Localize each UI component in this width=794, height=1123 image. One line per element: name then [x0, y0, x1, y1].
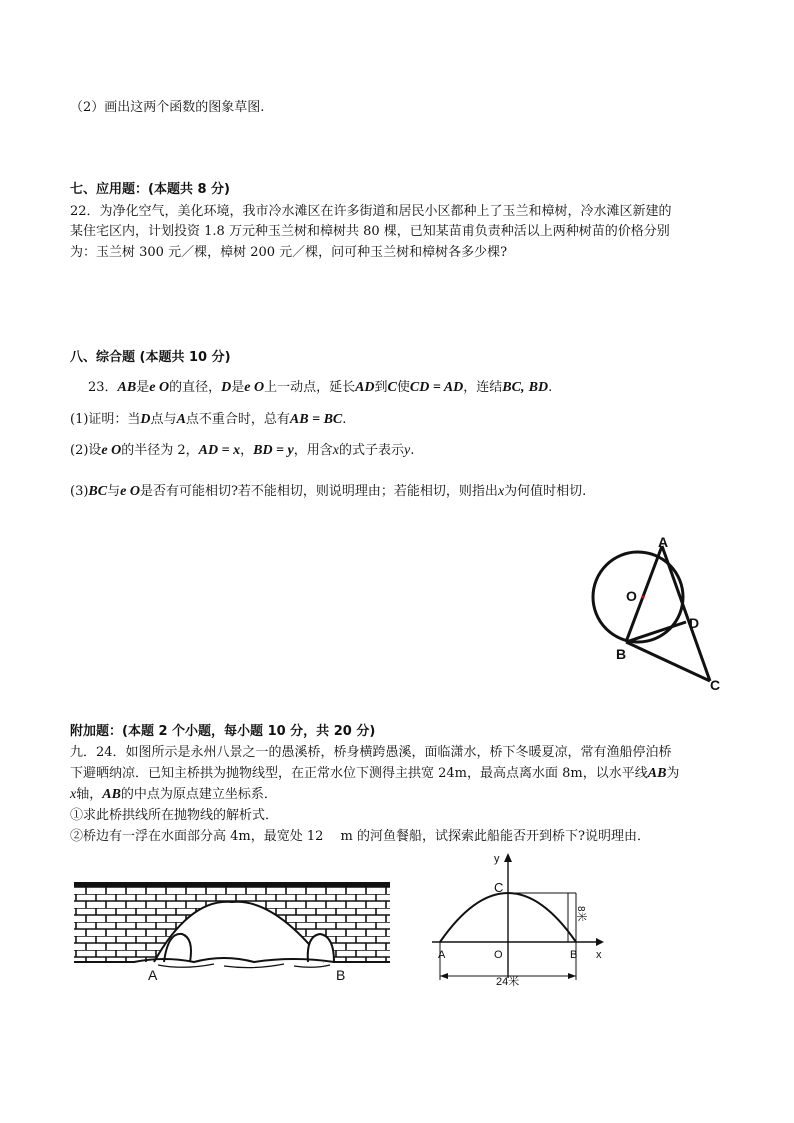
bridge-top-rail — [74, 882, 390, 887]
width-arrow-left — [440, 973, 448, 979]
q21-part2: （2）画出这两个函数的图象草图. — [70, 100, 265, 115]
label-c: C — [494, 880, 504, 895]
label-c: C — [710, 677, 721, 693]
label-y: y — [494, 853, 500, 865]
q23-part1: (1)证明：当D点与A点不重合时，总有AB = BC. — [70, 412, 347, 427]
q22-line3: 为：玉兰树 300 元／棵，樟树 200 元／棵，问可种玉兰树和樟树各多少棵? — [70, 245, 508, 260]
x-axis-arrow — [596, 938, 604, 946]
q22-line1: 22．为净化空气，美化环境，我市冷水滩区在许多街道和居民小区都种上了玉兰和樟树，冷水滩区新建的 — [70, 204, 672, 219]
center-dot — [641, 595, 644, 598]
q23-part2: (2)设e O的半径为 2，AD = x，BD = y，用含x的式子表示y. — [70, 443, 415, 458]
width-arrow-right — [568, 973, 576, 979]
parabola-figure — [428, 848, 618, 988]
label-height: 8米 — [575, 906, 586, 922]
label-b: B — [616, 646, 627, 662]
label-width: 24米 — [496, 976, 520, 988]
label-o: O — [494, 949, 503, 961]
water-ripples — [158, 964, 330, 968]
q24-part2: ②桥边有一浮在水面部分高 4m，最宽处 12 m 的河鱼餐船，试探索此船能否开到桥下?说明理由． — [70, 829, 650, 844]
bridge-label-a: A — [148, 967, 158, 982]
circle-figure — [586, 530, 726, 700]
extra-title: 附加题：(本题 2 个小题，每小题 10 分，共 20 分) — [70, 724, 376, 739]
q24-line2: 下避晒纳凉．已知主桥拱为抛物线型，在正常水位下测得主拱宽 24m，最高点离水面 8m，以水平线AB为 — [70, 766, 680, 781]
label-a: A — [658, 534, 669, 550]
q24-part1: ①求此桥拱线所在抛物线的解析式． — [70, 808, 279, 823]
label-o: O — [626, 588, 637, 604]
section8-title: 八、综合题 (本题共 10 分) — [70, 350, 231, 365]
label-d: D — [689, 615, 700, 631]
y-axis-arrow — [504, 853, 512, 862]
bridge-illustration — [74, 880, 394, 982]
bridge-label-b: B — [336, 967, 346, 982]
label-a: A — [438, 949, 446, 961]
q23-part3: (3)BC与e O是否有可能相切?若不能相切，则说明理由；若能相切，则指出x为何值时相切. — [70, 484, 587, 499]
q24-line1: 九．24．如图所示是永州八景之一的愚溪桥，桥身横跨愚溪，面临潇水，桥下冬暖夏凉，常有渔船停泊桥 — [70, 745, 672, 760]
label-x: x — [596, 949, 602, 961]
label-b: B — [570, 949, 578, 961]
section7-title: 七、应用题：(本题共 8 分) — [70, 182, 230, 197]
q23-stem: 23．AB是e O的直径，D是e O上一动点，延长AD到C使CD = AD，连结BC, BD. — [88, 380, 553, 395]
q24-line3: x轴，AB的中点为原点建立坐标系． — [70, 787, 277, 802]
q22-line2: 某住宅区内，计划投资 1.8 万元种玉兰树和樟树共 80 棵，已知某苗甫负责种活以上两种树苗的价格分别 — [70, 224, 670, 239]
